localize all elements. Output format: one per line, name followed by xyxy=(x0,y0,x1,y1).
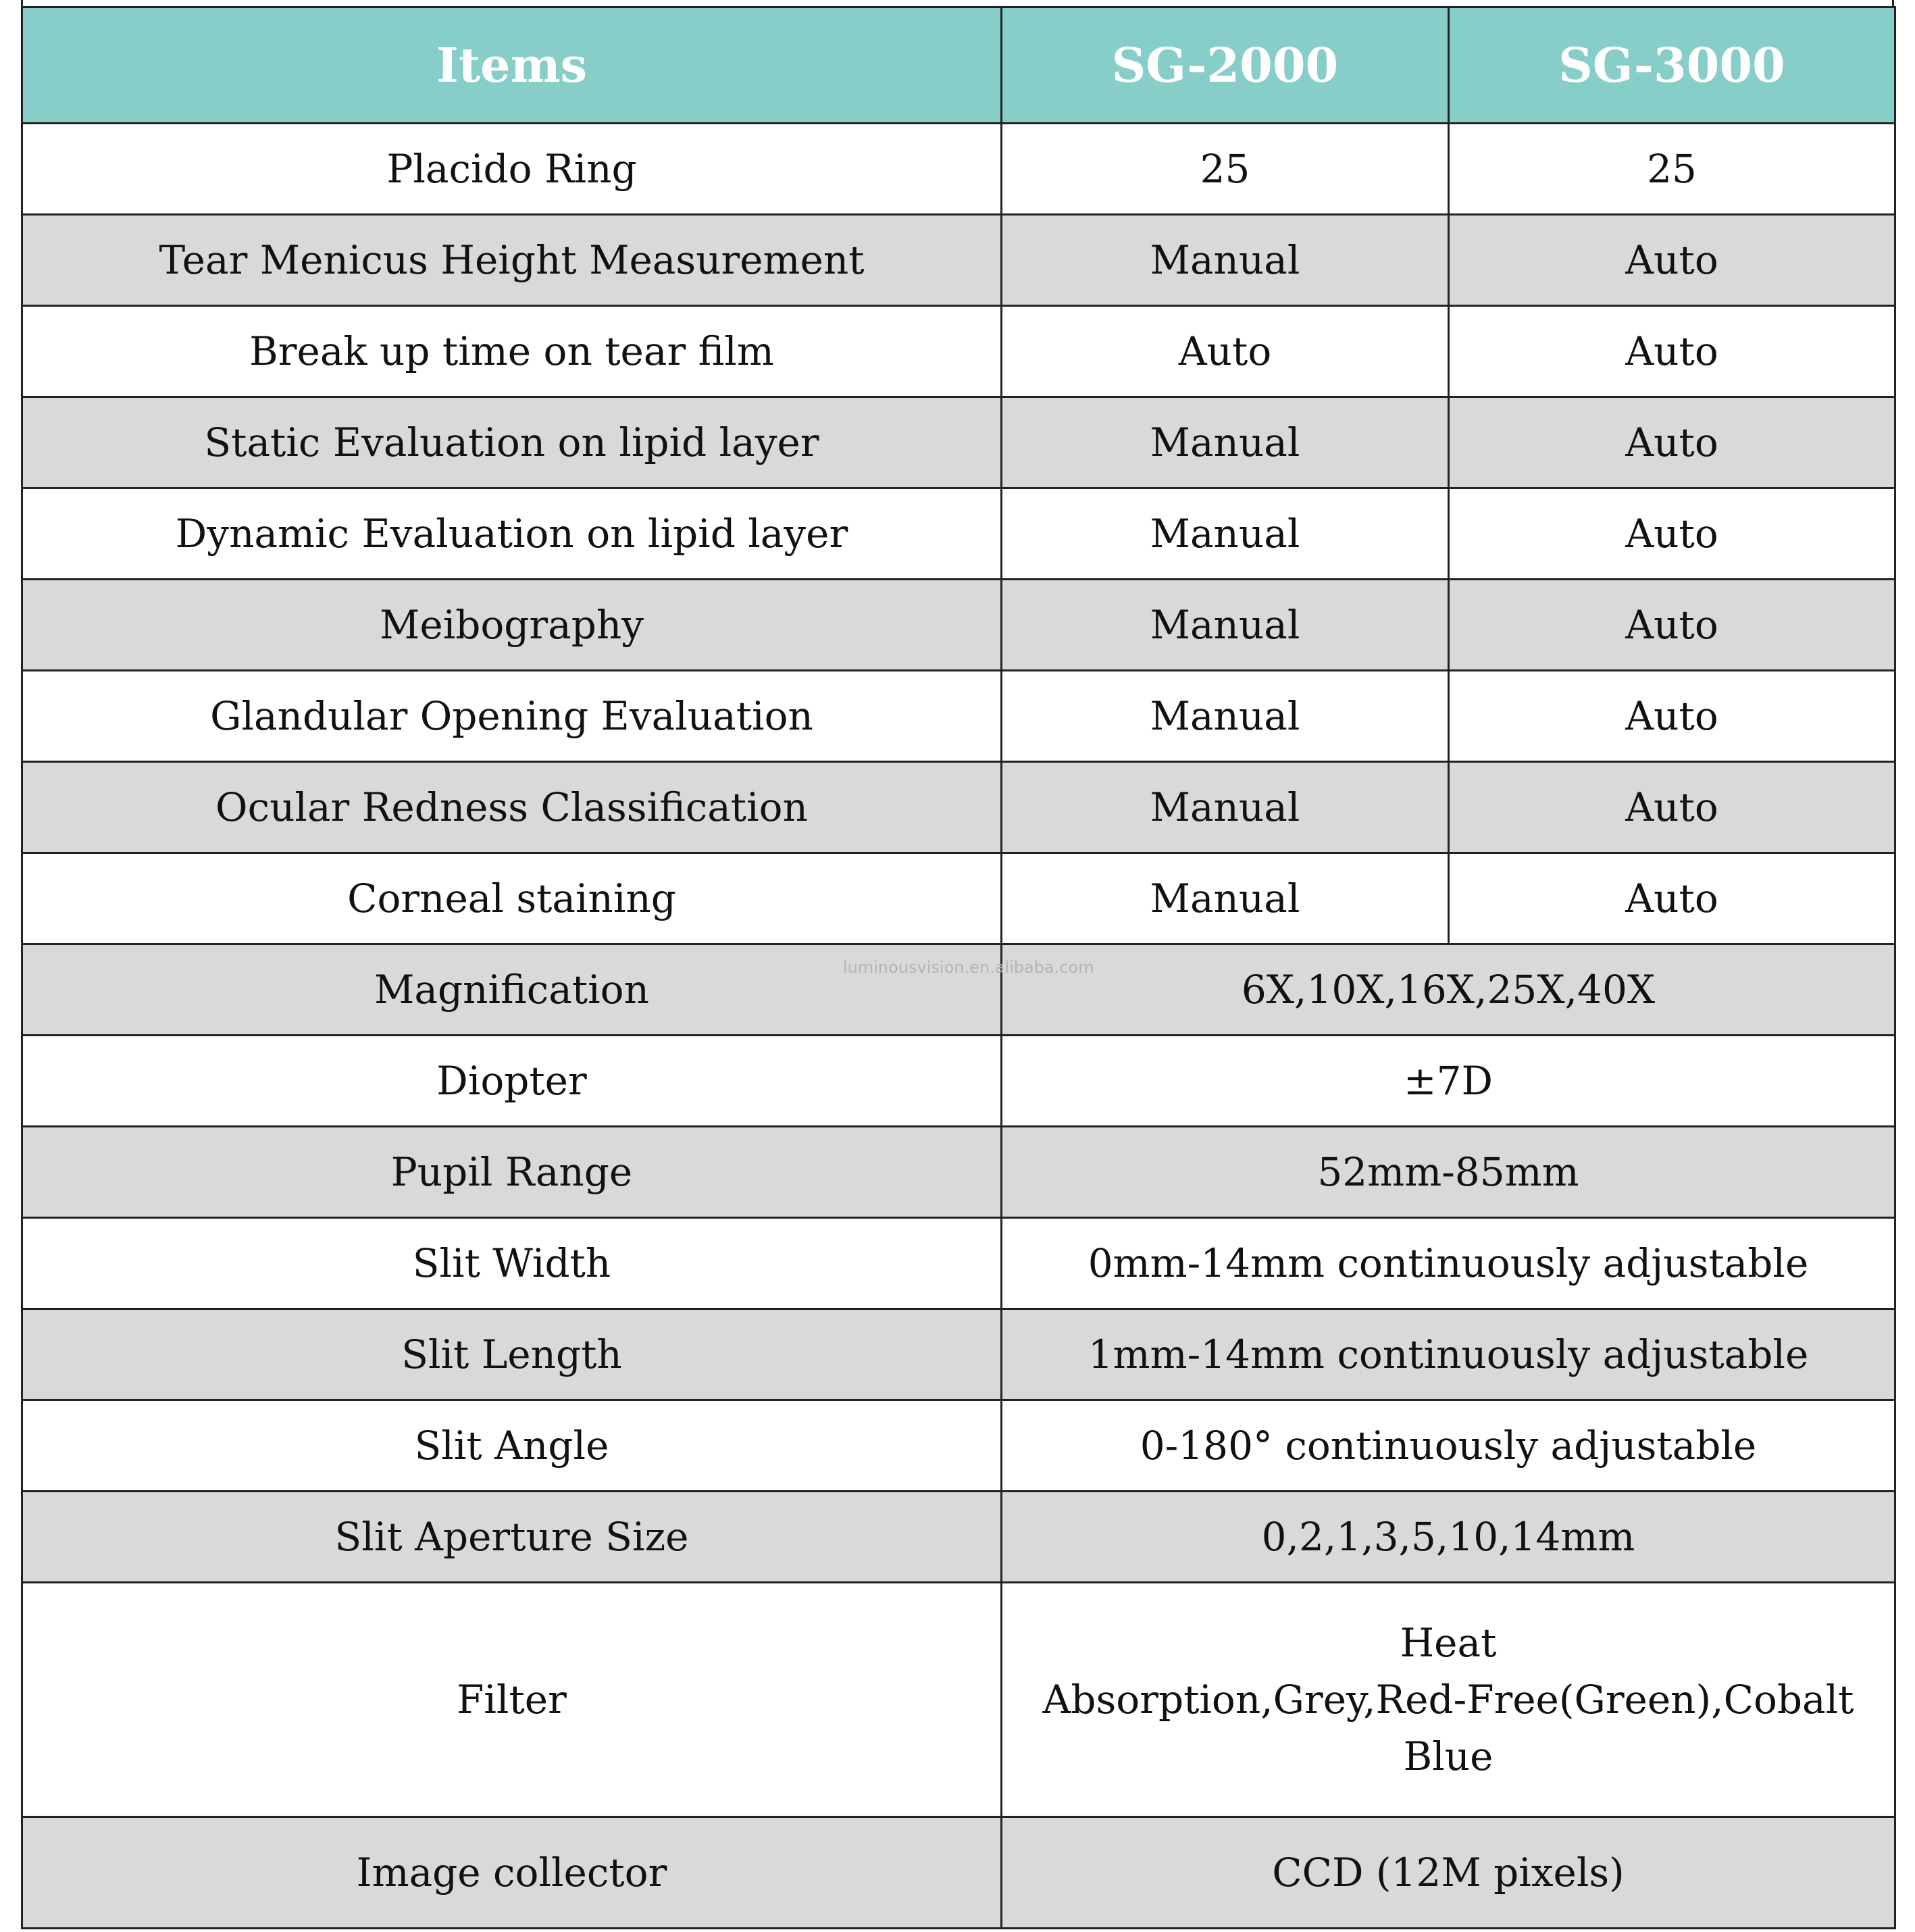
item-name: Ocular Redness Classification xyxy=(22,762,1002,853)
table-row xyxy=(22,1127,1895,1218)
item-name: Dynamic Evaluation on lipid layer xyxy=(22,488,1002,580)
item-name: Filter xyxy=(22,1583,1002,1817)
sg-3000-value: Auto xyxy=(1449,853,1895,944)
item-name: Corneal staining xyxy=(22,853,1002,944)
sg-2000-value: Manual xyxy=(1002,397,1449,488)
item-name: Slit Aperture Size xyxy=(22,1492,1002,1583)
header-sg-2000: SG-2000 xyxy=(1002,7,1449,124)
sg-3000-value: Auto xyxy=(1449,762,1895,853)
table-row xyxy=(22,671,1895,762)
sg-3000-value: Auto xyxy=(1449,306,1895,397)
shared-value: 52mm-85mm xyxy=(1002,1127,1895,1218)
item-name: Magnification xyxy=(22,944,1002,1036)
shared-value: CCD (12M pixels) xyxy=(1002,1817,1895,1929)
item-name: Slit Length xyxy=(22,1309,1002,1400)
sg-2000-value: 25 xyxy=(1002,124,1449,215)
table-row xyxy=(22,488,1895,580)
sg-3000-value: 25 xyxy=(1449,124,1895,215)
item-name: Glandular Opening Evaluation xyxy=(22,671,1002,762)
item-name: Slit Width xyxy=(22,1218,1002,1309)
table-row xyxy=(22,1309,1895,1400)
item-name: Tear Menicus Height Measurement xyxy=(22,215,1002,306)
table-row xyxy=(22,397,1895,488)
sg-2000-value: Manual xyxy=(1002,853,1449,944)
table-row xyxy=(22,1492,1895,1583)
watermark-text: luminousvision.en.alibaba.com xyxy=(843,958,1094,977)
item-name: Break up time on tear film xyxy=(22,306,1002,397)
table-row xyxy=(22,124,1895,215)
filter-value-line: Blue xyxy=(1403,1733,1493,1779)
item-name: Diopter xyxy=(22,1036,1002,1127)
table-row xyxy=(22,762,1895,853)
table-row xyxy=(22,1400,1895,1492)
table-row xyxy=(22,1036,1895,1127)
filter-value xyxy=(1002,1583,1895,1817)
sg-2000-value: Manual xyxy=(1002,580,1449,671)
table-header-row xyxy=(22,7,1895,124)
header-sg-3000: SG-3000 xyxy=(1449,7,1895,124)
item-name: Placido Ring xyxy=(22,124,1002,215)
filter-value-line: Absorption,Grey,Red-Free(Green),Cobalt xyxy=(1042,1677,1854,1723)
table-row xyxy=(22,306,1895,397)
shared-value: 6X,10X,16X,25X,40X xyxy=(1002,944,1895,1036)
table-row-filter xyxy=(22,1583,1895,1817)
item-name: Meibography xyxy=(22,580,1002,671)
sg-2000-value: Manual xyxy=(1002,215,1449,306)
table-row xyxy=(22,853,1895,944)
sg-2000-value: Manual xyxy=(1002,488,1449,580)
header-items: Items xyxy=(22,7,1002,124)
shared-value: 0mm-14mm continuously adjustable xyxy=(1002,1218,1895,1309)
sg-3000-value: Auto xyxy=(1449,215,1895,306)
table-row xyxy=(22,1817,1895,1929)
sg-2000-value: Manual xyxy=(1002,762,1449,853)
shared-value: 0-180° continuously adjustable xyxy=(1002,1400,1895,1492)
sg-3000-value: Auto xyxy=(1449,397,1895,488)
table-row xyxy=(22,215,1895,306)
filter-value-line: Heat xyxy=(1400,1620,1497,1666)
shared-value: ±7D xyxy=(1002,1036,1895,1127)
sg-3000-value: Auto xyxy=(1449,488,1895,580)
sg-3000-value: Auto xyxy=(1449,580,1895,671)
item-name: Slit Angle xyxy=(22,1400,1002,1492)
sg-2000-value: Manual xyxy=(1002,671,1449,762)
sg-3000-value: Auto xyxy=(1449,671,1895,762)
table-row xyxy=(22,580,1895,671)
item-name: Pupil Range xyxy=(22,1127,1002,1218)
item-name: Static Evaluation on lipid layer xyxy=(22,397,1002,488)
item-name: Image collector xyxy=(22,1817,1002,1929)
shared-value: 0,2,1,3,5,10,14mm xyxy=(1002,1492,1895,1583)
sg-2000-value: Auto xyxy=(1002,306,1449,397)
shared-value: 1mm-14mm continuously adjustable xyxy=(1002,1309,1895,1400)
table-row xyxy=(22,1218,1895,1309)
